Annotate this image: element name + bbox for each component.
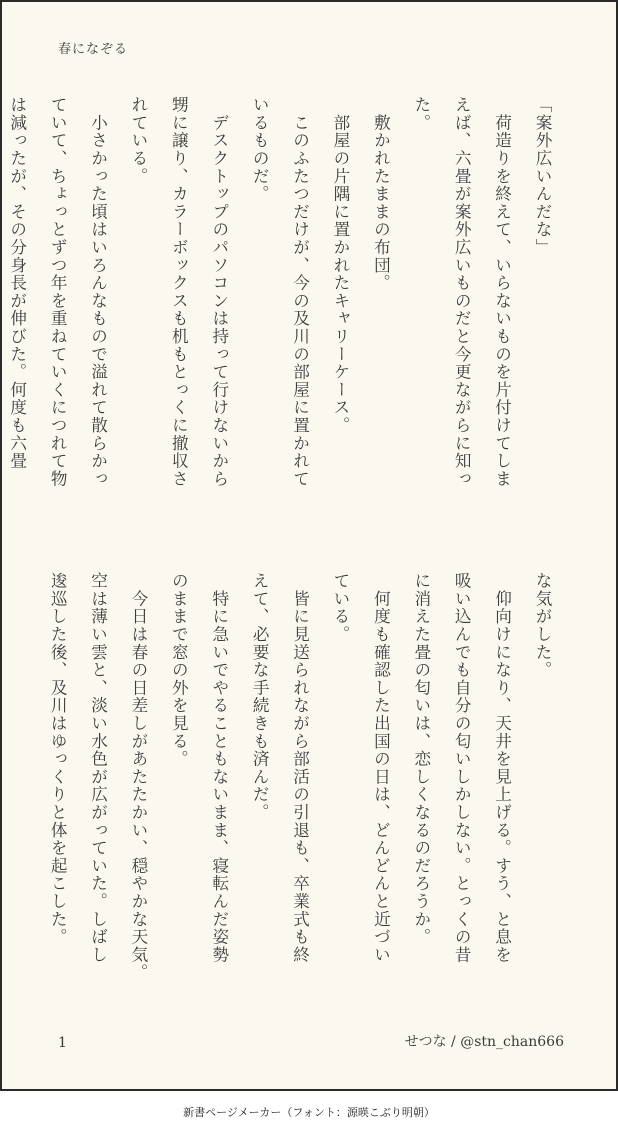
- text-line: た。: [411, 96, 431, 132]
- text-block-lower: [37, 572, 562, 1032]
- text-line: えば、六畳が案外広いものだと今更ながらに知っ: [452, 96, 472, 488]
- text-line: ている。: [330, 572, 350, 644]
- text-line: 逡巡した後、及川はゆっくりと体を起こした。: [48, 572, 68, 946]
- text-line: ていて、ちょっとずつ年を重ねていくにつれて物: [48, 96, 68, 488]
- text-line: 荷造りを終えて、いらないものを片付けてしま: [492, 96, 512, 488]
- page-title: 春になぞる: [58, 42, 129, 57]
- text-line: は減ったが、その分身長が伸びた。何度も六畳: [7, 96, 27, 470]
- text-line: 空は薄い雲と、淡い水色が広がっていた。しばし: [88, 572, 108, 964]
- text-line: 特に急いでやることもないまま、寝転んだ姿勢: [209, 572, 229, 964]
- text-line: 「案外広いんだな」: [533, 96, 552, 257]
- page-number: 1: [58, 1035, 67, 1051]
- text-line: えて、必要な手続きも済んだ。: [250, 572, 270, 822]
- text-line: 今日は春の日差しがあたたかい、穏やかな天気。: [128, 572, 148, 982]
- text-line: 吸い込んでも自分の匂いしかしない。とっくの昔: [452, 572, 472, 964]
- text-line: れている。: [128, 96, 148, 185]
- text-line: 仰向けになり、天井を見上げる。すう、と息を: [492, 572, 512, 964]
- text-line: デスクトップのパソコンは持って行けないから: [209, 96, 229, 488]
- text-line: 皆に見送られながら部活の引退も、卒業式も終: [290, 572, 310, 964]
- author-credit: せつな / @stn_chan666: [404, 1034, 564, 1050]
- text-block-upper: [0, 96, 562, 556]
- text-line: な気がした。: [533, 572, 552, 679]
- text-line: いるものだ。: [250, 96, 270, 203]
- text-line: のままで窓の外を見る。: [169, 572, 189, 768]
- generator-credit: 新書ページメーカー（フォント：源暎こぶり明朝）: [183, 1106, 435, 1119]
- text-line: に消えた畳の匂いは、恋しくなるのだろうか。: [411, 572, 431, 946]
- text-line: このふたつだけが、今の及川の部屋に置かれて: [290, 96, 310, 488]
- text-line: 部屋の片隅に置かれたキャリーケース。: [330, 96, 350, 435]
- text-line: 敷かれたままの布団。: [371, 96, 391, 292]
- text-line: 何度も確認した出国の日は、どんどんと近づい: [371, 572, 391, 964]
- text-line: 小さかった頃はいろんなもので溢れて散らかっ: [88, 96, 108, 488]
- text-line: 甥に譲り、カラーボックスも机もとっくに撤収さ: [169, 96, 189, 488]
